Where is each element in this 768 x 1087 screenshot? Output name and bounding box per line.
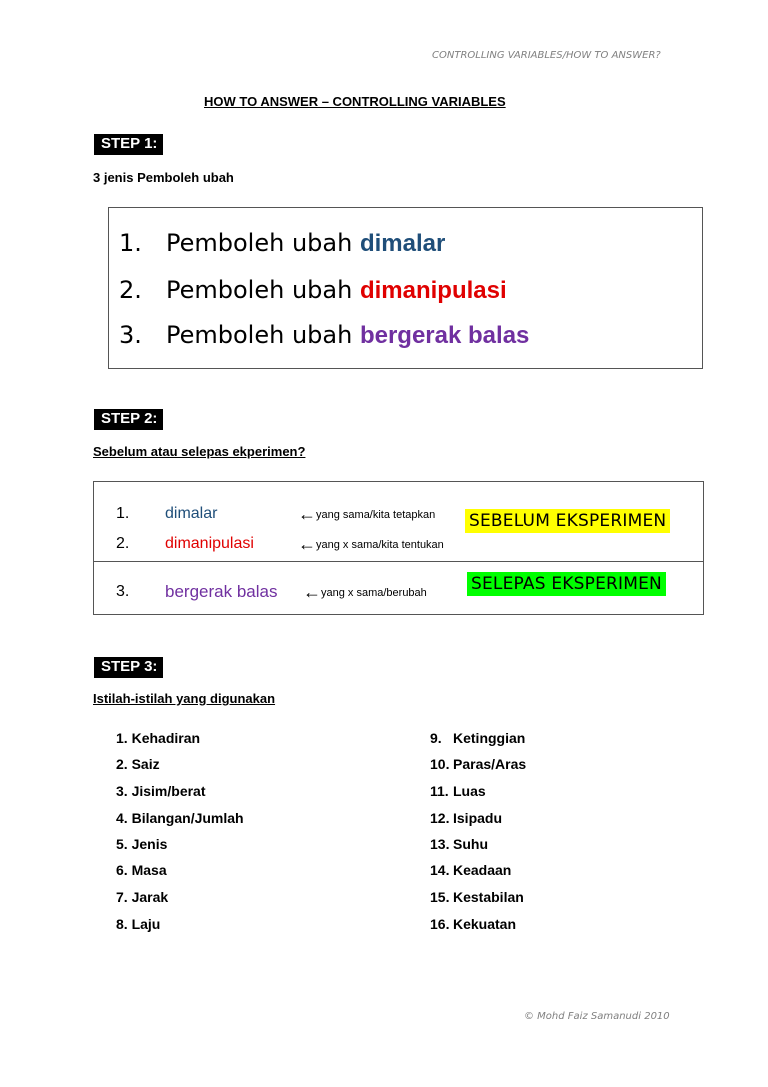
page-title: HOW TO ANSWER – CONTROLLING VARIABLES (204, 94, 506, 109)
list-item: 16. Kekuatan (430, 916, 517, 932)
step2-subtitle: Sebelum atau selepas ekperimen? (93, 444, 306, 459)
item-prefix: Pemboleh ubah (166, 321, 360, 349)
left-arrow-icon: ← (303, 582, 321, 602)
left-arrow-icon: ← (298, 534, 316, 554)
row-variable: bergerak balas (165, 582, 278, 601)
row-number: 2. (116, 535, 130, 552)
list-item: 3. Jisim/berat (116, 783, 206, 799)
item-keyword: dimalar (359, 230, 446, 257)
list-item: 4. Bilangan/Jumlah (116, 810, 244, 826)
step3-subtitle: Istilah-istilah yang digunakan (93, 691, 276, 706)
list-item: 12. Isipadu (430, 810, 503, 826)
list-item: 1. Kehadiran (116, 730, 201, 746)
row-note: ←yang sama/kita tetapkan (298, 504, 436, 524)
before-experiment-highlight: SEBELUM EKSPERIMEN (465, 509, 670, 533)
item-prefix: Pemboleh ubah (166, 276, 360, 304)
row-number: 3. (116, 583, 130, 600)
item-number: 2. (119, 276, 142, 304)
list-item: 8. Laju (116, 916, 161, 932)
list-item: 13. Suhu (430, 836, 488, 852)
step3-label: STEP 3: (94, 657, 163, 678)
variable-type-item (119, 228, 445, 259)
list-item: 14. Keadaan (430, 862, 512, 878)
row-number: 1. (116, 505, 130, 522)
step1-subtitle: 3 jenis Pemboleh ubah (93, 170, 234, 185)
row-variable: dimanipulasi (165, 535, 254, 552)
running-header: CONTROLLING VARIABLES/HOW TO ANSWER? (432, 50, 661, 61)
variable-type-item (119, 320, 529, 351)
list-item: 10. Paras/Aras (430, 756, 527, 772)
list-item: 6. Masa (116, 862, 167, 878)
after-experiment-highlight: SELEPAS EKSPERIMEN (467, 572, 666, 596)
item-keyword: dimanipulasi (359, 277, 507, 304)
item-keyword: bergerak balas (359, 322, 530, 349)
timing-box (93, 481, 704, 615)
list-item: 9. Ketinggian (430, 730, 526, 746)
list-item: 7. Jarak (116, 889, 169, 905)
list-item: 2. Saiz (116, 756, 160, 772)
list-item: 11. Luas (430, 783, 486, 799)
item-number: 1. (119, 229, 142, 257)
item-number: 3. (119, 321, 142, 349)
row-divider (94, 561, 703, 562)
list-item: 5. Jenis (116, 836, 168, 852)
step1-label: STEP 1: (94, 134, 163, 155)
variable-type-item (119, 275, 507, 306)
variable-types-box (108, 207, 703, 369)
row-note: ←yang x sama/kita tentukan (298, 534, 444, 554)
row-note: ←yang x sama/berubah (303, 582, 427, 602)
copyright-footer: © Mohd Faiz Samanudi 2010 (524, 1011, 670, 1022)
left-arrow-icon: ← (298, 504, 316, 524)
row-variable: dimalar (165, 505, 218, 522)
list-item: 15. Kestabilan (430, 889, 524, 905)
item-prefix: Pemboleh ubah (166, 229, 360, 257)
step2-label: STEP 2: (94, 409, 163, 430)
